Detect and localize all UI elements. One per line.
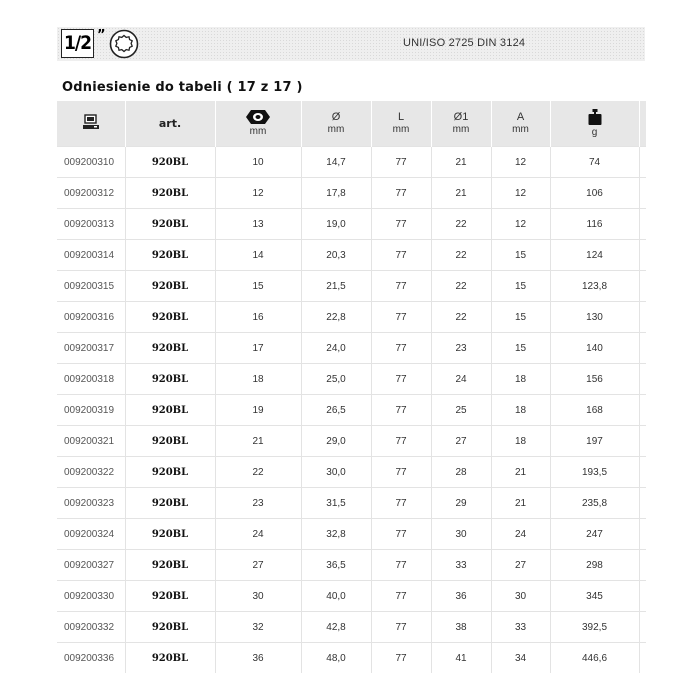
cell-length: 77 bbox=[371, 333, 431, 364]
cell-nut-size: 36 bbox=[215, 643, 301, 674]
cell-dimension-a: 18 bbox=[491, 395, 550, 426]
cell-nut-size: 19 bbox=[215, 395, 301, 426]
cell-diameter-1: 41 bbox=[431, 643, 491, 674]
cell-article-code: 009200316 bbox=[57, 302, 125, 333]
cell-length: 77 bbox=[371, 302, 431, 333]
cell-article-type: 920BL bbox=[125, 488, 215, 519]
cell-weight: 298 bbox=[550, 550, 639, 581]
twelve-point-socket-icon bbox=[109, 29, 139, 59]
table-row bbox=[57, 209, 646, 240]
cell-extra bbox=[639, 178, 646, 209]
cell-weight: 124 bbox=[550, 240, 639, 271]
cell-weight: 197 bbox=[550, 426, 639, 457]
cell-article-type: 920BL bbox=[125, 333, 215, 364]
cell-article-type: 920BL bbox=[125, 426, 215, 457]
cell-length: 77 bbox=[371, 550, 431, 581]
cell-nut-size: 27 bbox=[215, 550, 301, 581]
cell-weight: 345 bbox=[550, 581, 639, 612]
cell-extra bbox=[639, 457, 646, 488]
drive-size-inch-mark: ” bbox=[97, 28, 106, 43]
cell-nut-size: 13 bbox=[215, 209, 301, 240]
cell-nut-size: 24 bbox=[215, 519, 301, 550]
cell-length: 77 bbox=[371, 147, 431, 178]
cell-article-code: 009200330 bbox=[57, 581, 125, 612]
column-header-art bbox=[125, 101, 215, 147]
cell-diameter-1: 22 bbox=[431, 209, 491, 240]
computer-icon bbox=[82, 114, 100, 130]
drive-size-badge bbox=[61, 29, 94, 58]
cell-length: 77 bbox=[371, 271, 431, 302]
table-row bbox=[57, 333, 646, 364]
cell-dimension-a: 21 bbox=[491, 488, 550, 519]
cell-article-code: 009200310 bbox=[57, 147, 125, 178]
section-title: Odniesienie do tabeli ( 17 z 17 ) bbox=[62, 80, 303, 95]
cell-article-type: 920BL bbox=[125, 302, 215, 333]
cell-dimension-a: 12 bbox=[491, 209, 550, 240]
standard-text: UNI/ISO 2725 DIN 3124 bbox=[403, 37, 526, 49]
cell-extra bbox=[639, 147, 646, 178]
cell-article-code: 009200322 bbox=[57, 457, 125, 488]
cell-article-code: 009200336 bbox=[57, 643, 125, 674]
column-header-weight bbox=[550, 101, 639, 147]
column-header-diameter bbox=[301, 101, 371, 147]
column-header-diameter-1-unit: mm bbox=[452, 123, 470, 135]
cell-nut-size: 21 bbox=[215, 426, 301, 457]
cell-extra bbox=[639, 550, 646, 581]
cell-nut-size: 12 bbox=[215, 178, 301, 209]
cell-nut-size: 23 bbox=[215, 488, 301, 519]
cell-length: 77 bbox=[371, 209, 431, 240]
cell-diameter-1: 36 bbox=[431, 581, 491, 612]
cell-diameter-1: 21 bbox=[431, 147, 491, 178]
cell-diameter: 26,5 bbox=[301, 395, 371, 426]
cell-article-code: 009200332 bbox=[57, 612, 125, 643]
cell-nut-size: 15 bbox=[215, 271, 301, 302]
cell-length: 77 bbox=[371, 240, 431, 271]
cell-article-code: 009200323 bbox=[57, 488, 125, 519]
cell-article-type: 920BL bbox=[125, 147, 215, 178]
column-header-art-label: art. bbox=[158, 117, 182, 130]
cell-length: 77 bbox=[371, 488, 431, 519]
table-row bbox=[57, 488, 646, 519]
cell-weight: 168 bbox=[550, 395, 639, 426]
cell-extra bbox=[639, 240, 646, 271]
cell-article-code: 009200327 bbox=[57, 550, 125, 581]
cell-extra bbox=[639, 395, 646, 426]
cell-diameter-1: 29 bbox=[431, 488, 491, 519]
cell-article-type: 920BL bbox=[125, 550, 215, 581]
column-header-length-unit: mm bbox=[392, 123, 410, 135]
cell-article-code: 009200321 bbox=[57, 426, 125, 457]
table-row bbox=[57, 302, 646, 333]
column-header-a-unit: mm bbox=[512, 123, 529, 135]
cell-extra bbox=[639, 581, 646, 612]
cell-diameter-1: 30 bbox=[431, 519, 491, 550]
cell-article-type: 920BL bbox=[125, 271, 215, 302]
cell-weight: 130 bbox=[550, 302, 639, 333]
cell-diameter: 32,8 bbox=[301, 519, 371, 550]
drive-size-label: 1/2 bbox=[64, 32, 92, 54]
cell-article-code: 009200315 bbox=[57, 271, 125, 302]
cell-weight: 156 bbox=[550, 364, 639, 395]
cell-nut-size: 18 bbox=[215, 364, 301, 395]
cell-dimension-a: 34 bbox=[491, 643, 550, 674]
cell-diameter: 31,5 bbox=[301, 488, 371, 519]
cell-nut-size: 30 bbox=[215, 581, 301, 612]
cell-dimension-a: 15 bbox=[491, 302, 550, 333]
cell-diameter: 14,7 bbox=[301, 147, 371, 178]
cell-article-type: 920BL bbox=[125, 209, 215, 240]
cell-diameter: 19,0 bbox=[301, 209, 371, 240]
cell-diameter-1: 23 bbox=[431, 333, 491, 364]
cell-weight: 446,6 bbox=[550, 643, 639, 674]
cell-article-type: 920BL bbox=[125, 395, 215, 426]
cell-extra bbox=[639, 488, 646, 519]
cell-diameter-1: 25 bbox=[431, 395, 491, 426]
cell-nut-size: 10 bbox=[215, 147, 301, 178]
cell-weight: 140 bbox=[550, 333, 639, 364]
cell-article-code: 009200313 bbox=[57, 209, 125, 240]
cell-article-type: 920BL bbox=[125, 519, 215, 550]
cell-extra bbox=[639, 302, 646, 333]
cell-dimension-a: 18 bbox=[491, 364, 550, 395]
hex-nut-icon bbox=[245, 109, 271, 125]
cell-length: 77 bbox=[371, 643, 431, 674]
table-row bbox=[57, 147, 646, 178]
cell-weight: 106 bbox=[550, 178, 639, 209]
column-header-nut-size-unit: mm bbox=[249, 125, 267, 137]
cell-weight: 392,5 bbox=[550, 612, 639, 643]
cell-length: 77 bbox=[371, 395, 431, 426]
cell-diameter: 20,3 bbox=[301, 240, 371, 271]
cell-diameter: 48,0 bbox=[301, 643, 371, 674]
cell-article-type: 920BL bbox=[125, 364, 215, 395]
cell-extra bbox=[639, 333, 646, 364]
cell-nut-size: 22 bbox=[215, 457, 301, 488]
cell-dimension-a: 12 bbox=[491, 178, 550, 209]
cell-length: 77 bbox=[371, 457, 431, 488]
table-row bbox=[57, 643, 646, 674]
cell-dimension-a: 15 bbox=[491, 333, 550, 364]
cell-nut-size: 32 bbox=[215, 612, 301, 643]
cell-length: 77 bbox=[371, 426, 431, 457]
specifications-table bbox=[57, 101, 646, 673]
cell-diameter-1: 27 bbox=[431, 426, 491, 457]
cell-dimension-a: 27 bbox=[491, 550, 550, 581]
cell-length: 77 bbox=[371, 364, 431, 395]
cell-weight: 235,8 bbox=[550, 488, 639, 519]
cell-extra bbox=[639, 519, 646, 550]
cell-weight: 116 bbox=[550, 209, 639, 240]
cell-article-code: 009200318 bbox=[57, 364, 125, 395]
cell-diameter: 42,8 bbox=[301, 612, 371, 643]
column-header-a-symbol: A bbox=[516, 110, 525, 123]
cell-extra bbox=[639, 426, 646, 457]
cell-length: 77 bbox=[371, 178, 431, 209]
column-header-diameter-symbol: Ø bbox=[331, 110, 341, 123]
cell-nut-size: 16 bbox=[215, 302, 301, 333]
column-header-nut-size bbox=[215, 101, 301, 147]
cell-diameter-1: 33 bbox=[431, 550, 491, 581]
table-row bbox=[57, 457, 646, 488]
cell-diameter: 21,5 bbox=[301, 271, 371, 302]
column-header-a bbox=[491, 101, 550, 147]
table-row bbox=[57, 271, 646, 302]
cell-dimension-a: 24 bbox=[491, 519, 550, 550]
cell-diameter: 30,0 bbox=[301, 457, 371, 488]
cell-diameter: 36,5 bbox=[301, 550, 371, 581]
cell-length: 77 bbox=[371, 612, 431, 643]
table-row bbox=[57, 240, 646, 271]
table-row bbox=[57, 550, 646, 581]
cell-diameter-1: 22 bbox=[431, 302, 491, 333]
cell-diameter: 29,0 bbox=[301, 426, 371, 457]
column-header-diameter-1 bbox=[431, 101, 491, 147]
table-row bbox=[57, 612, 646, 643]
cell-extra bbox=[639, 364, 646, 395]
cell-article-type: 920BL bbox=[125, 581, 215, 612]
cell-weight: 247 bbox=[550, 519, 639, 550]
cell-article-type: 920BL bbox=[125, 643, 215, 674]
cell-article-code: 009200312 bbox=[57, 178, 125, 209]
cell-diameter-1: 24 bbox=[431, 364, 491, 395]
table-header-row bbox=[57, 101, 646, 147]
cell-article-type: 920BL bbox=[125, 178, 215, 209]
cell-extra bbox=[639, 271, 646, 302]
cell-article-type: 920BL bbox=[125, 457, 215, 488]
cell-diameter: 22,8 bbox=[301, 302, 371, 333]
cell-diameter-1: 28 bbox=[431, 457, 491, 488]
cell-weight: 193,5 bbox=[550, 457, 639, 488]
cell-nut-size: 14 bbox=[215, 240, 301, 271]
cell-weight: 123,8 bbox=[550, 271, 639, 302]
cell-diameter: 25,0 bbox=[301, 364, 371, 395]
cell-article-code: 009200317 bbox=[57, 333, 125, 364]
cell-diameter-1: 22 bbox=[431, 240, 491, 271]
table-row bbox=[57, 178, 646, 209]
cell-extra bbox=[639, 209, 646, 240]
product-header-bar bbox=[57, 27, 645, 61]
column-header-diameter-1-symbol: Ø1 bbox=[453, 110, 469, 123]
cell-diameter-1: 38 bbox=[431, 612, 491, 643]
cell-article-type: 920BL bbox=[125, 240, 215, 271]
cell-article-code: 009200319 bbox=[57, 395, 125, 426]
cell-dimension-a: 12 bbox=[491, 147, 550, 178]
table-row bbox=[57, 426, 646, 457]
cell-length: 77 bbox=[371, 581, 431, 612]
cell-article-code: 009200314 bbox=[57, 240, 125, 271]
column-header-weight-unit: g bbox=[591, 126, 598, 138]
cell-weight: 74 bbox=[550, 147, 639, 178]
cell-dimension-a: 21 bbox=[491, 457, 550, 488]
column-header-length bbox=[371, 101, 431, 147]
cell-dimension-a: 30 bbox=[491, 581, 550, 612]
table-body bbox=[57, 147, 646, 674]
cell-diameter: 40,0 bbox=[301, 581, 371, 612]
cell-extra bbox=[639, 643, 646, 674]
table-row bbox=[57, 519, 646, 550]
column-header-code bbox=[57, 101, 125, 147]
cell-diameter-1: 22 bbox=[431, 271, 491, 302]
table-row bbox=[57, 581, 646, 612]
cell-length: 77 bbox=[371, 519, 431, 550]
table-row bbox=[57, 395, 646, 426]
column-header-diameter-unit: mm bbox=[327, 123, 345, 135]
weight-icon bbox=[587, 108, 603, 126]
table-row bbox=[57, 364, 646, 395]
cell-article-code: 009200324 bbox=[57, 519, 125, 550]
cell-extra bbox=[639, 612, 646, 643]
column-header-length-symbol: L bbox=[397, 110, 405, 123]
column-header-extra bbox=[639, 101, 646, 147]
cell-article-type: 920BL bbox=[125, 612, 215, 643]
cell-diameter: 24,0 bbox=[301, 333, 371, 364]
cell-diameter: 17,8 bbox=[301, 178, 371, 209]
cell-dimension-a: 18 bbox=[491, 426, 550, 457]
cell-dimension-a: 15 bbox=[491, 240, 550, 271]
cell-nut-size: 17 bbox=[215, 333, 301, 364]
cell-dimension-a: 33 bbox=[491, 612, 550, 643]
cell-dimension-a: 15 bbox=[491, 271, 550, 302]
cell-diameter-1: 21 bbox=[431, 178, 491, 209]
